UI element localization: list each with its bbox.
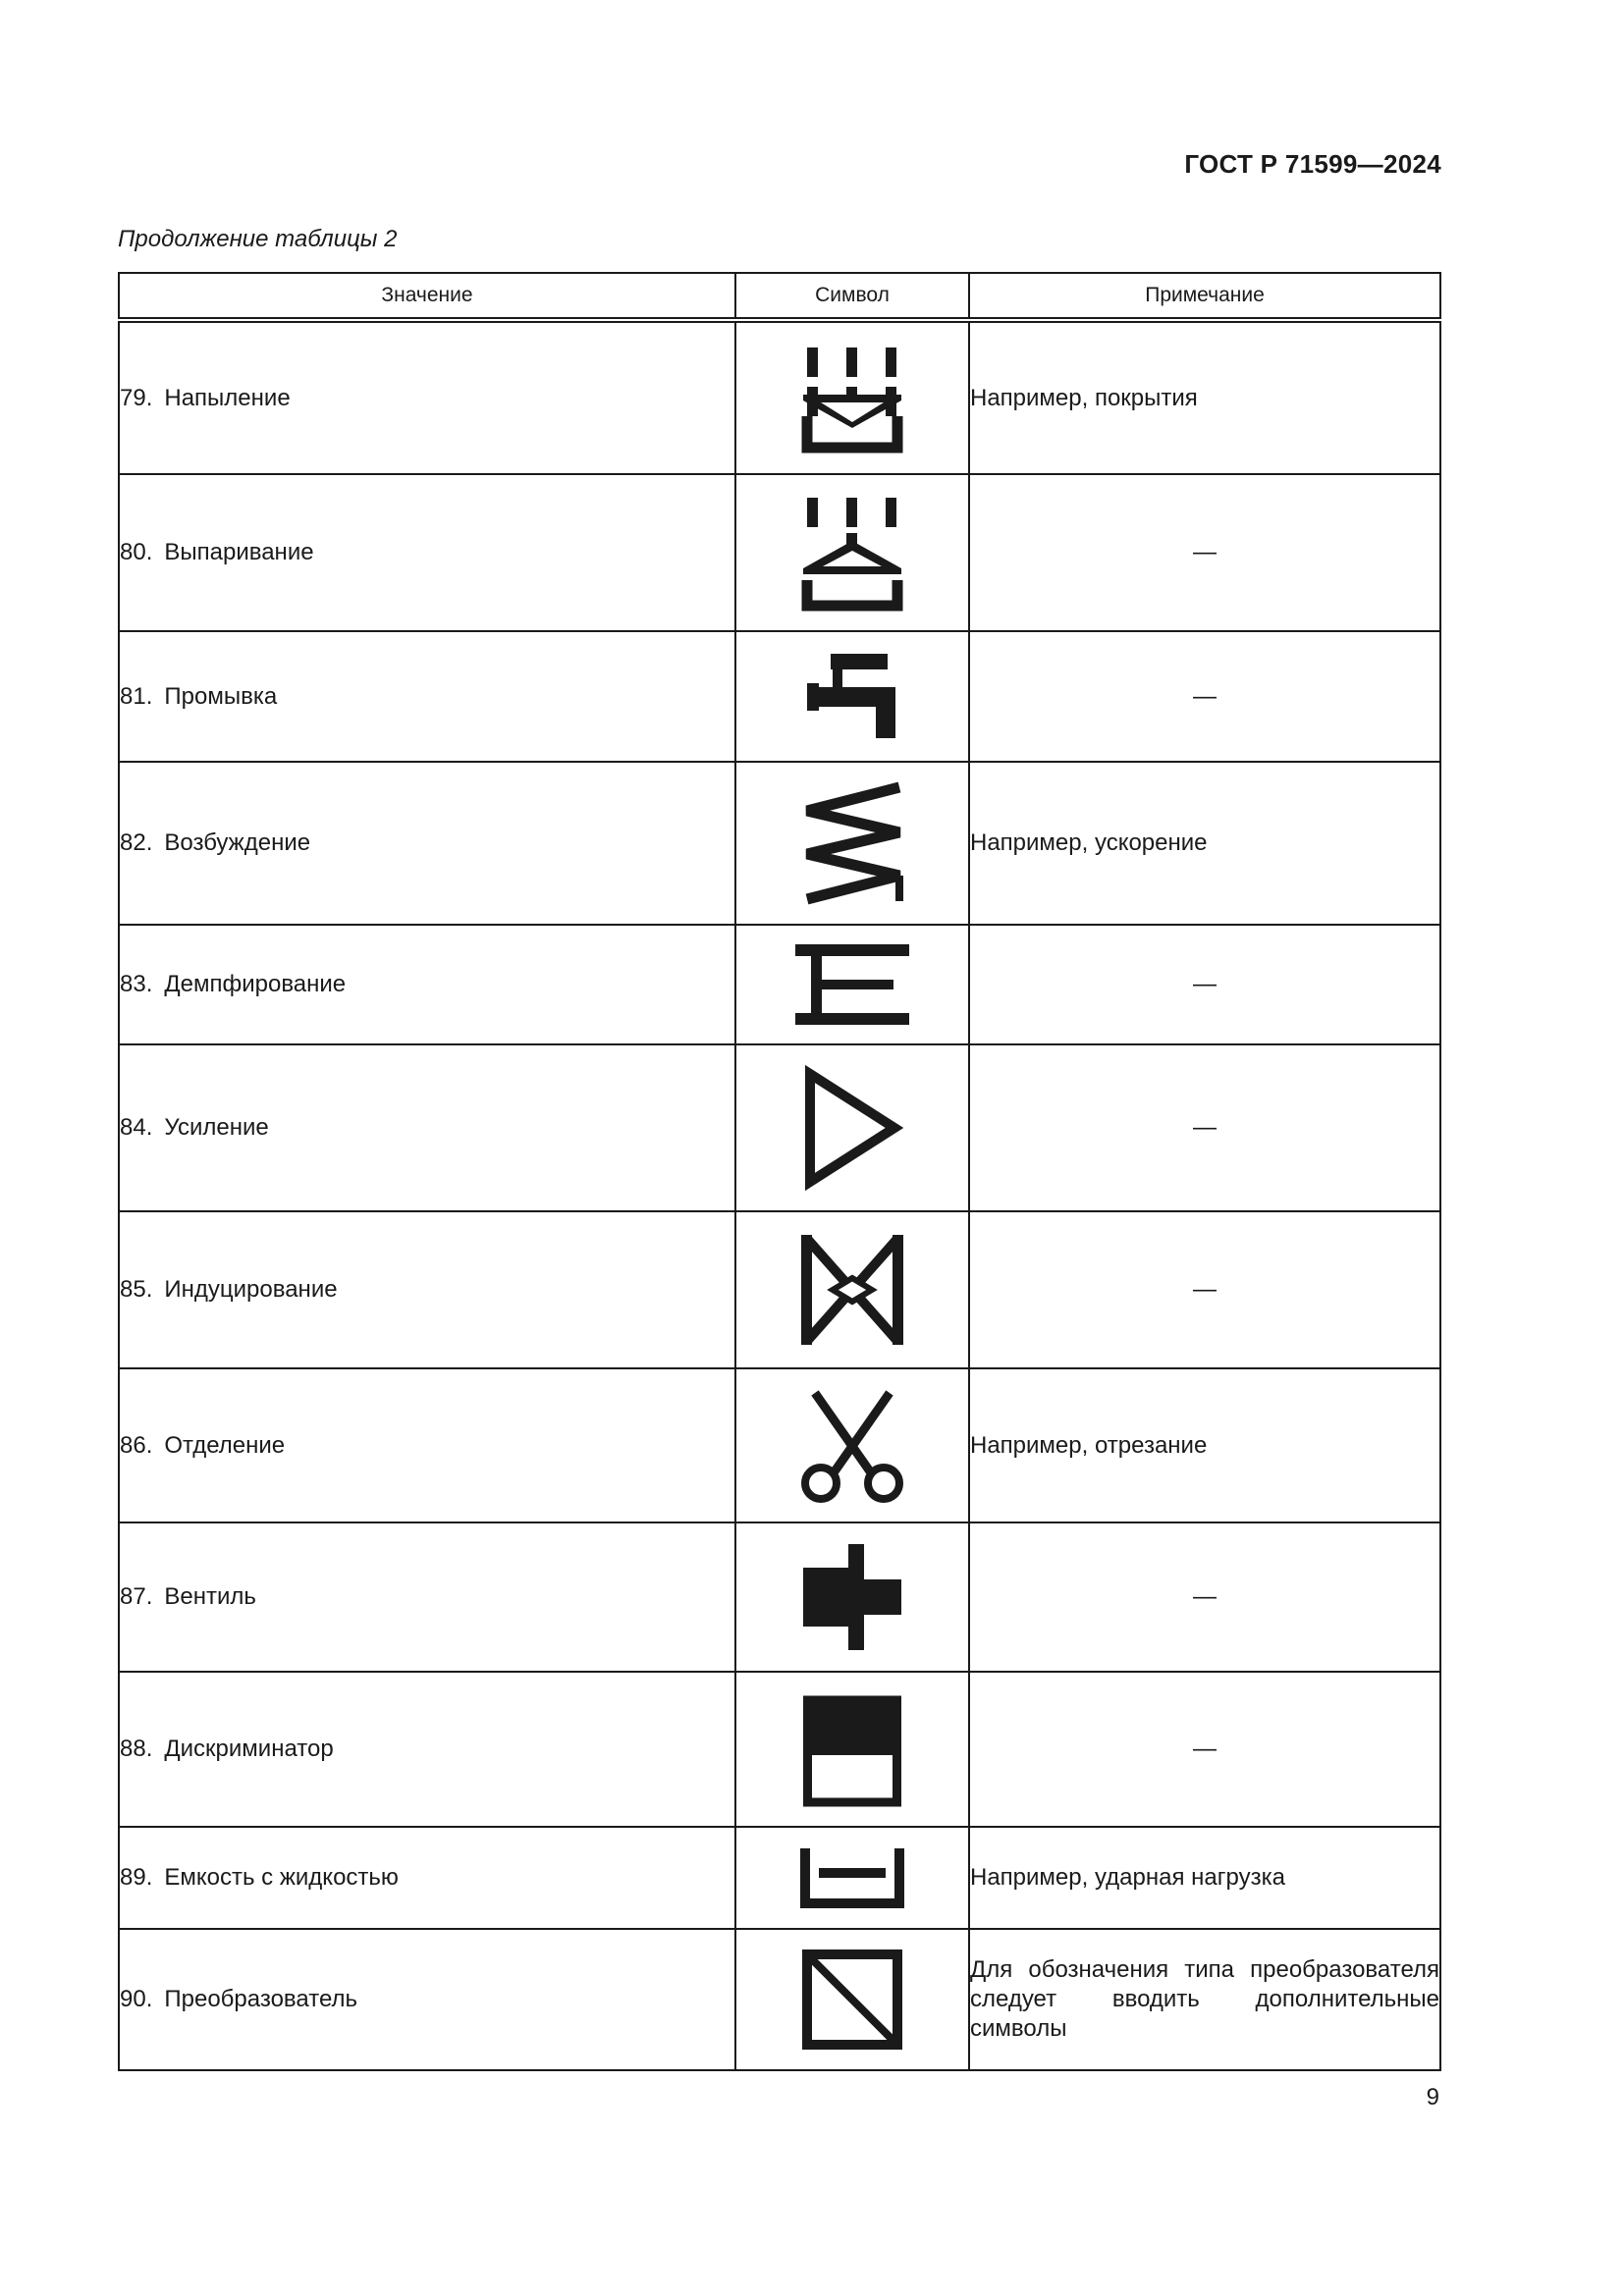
symbol-cell <box>735 631 969 762</box>
meaning-cell <box>119 1929 735 2070</box>
meaning-text: Возбуждение <box>164 829 311 856</box>
row-number: 90. <box>120 1986 153 2012</box>
amplification-triangle-icon <box>798 1064 906 1192</box>
meaning-text: Индуцирование <box>164 1276 338 1303</box>
meaning-cell <box>119 1368 735 1522</box>
symbols-table <box>118 272 1441 2071</box>
meaning-text: Демпфирование <box>164 971 347 997</box>
row-number: 85. <box>120 1276 153 1303</box>
valve-icon <box>793 1538 911 1656</box>
row-number: 88. <box>120 1735 153 1762</box>
symbol-cell <box>735 1522 969 1672</box>
meaning-cell <box>119 320 735 474</box>
note-cell: — <box>969 1211 1440 1368</box>
note-cell: Например, ударная нагрузка <box>969 1827 1440 1929</box>
meaning-text: Усиление <box>164 1114 269 1141</box>
meaning-text: Дискриминатор <box>164 1735 334 1762</box>
table-row <box>119 762 1440 925</box>
row-number: 82. <box>120 829 153 856</box>
meaning-text: Промывка <box>164 682 278 710</box>
spraying-icon <box>793 340 911 457</box>
inducing-bowtie-icon <box>793 1229 911 1351</box>
meaning-cell <box>119 925 735 1044</box>
table-row <box>119 1827 1440 1929</box>
discriminator-icon <box>795 1690 909 1808</box>
table-row <box>119 1672 1440 1827</box>
note-cell: — <box>969 474 1440 631</box>
note-cell: — <box>969 1522 1440 1672</box>
liquid-container-icon <box>795 1842 909 1913</box>
symbol-cell <box>735 474 969 631</box>
meaning-cell <box>119 1211 735 1368</box>
symbol-cell <box>735 1929 969 2070</box>
symbol-cell <box>735 762 969 925</box>
converter-icon <box>798 1946 906 2054</box>
note-cell: — <box>969 1044 1440 1211</box>
evaporation-icon <box>793 492 911 614</box>
meaning-text: Вентиль <box>164 1583 256 1610</box>
column-header-meaning: Значение <box>119 273 735 320</box>
table-row <box>119 1044 1440 1211</box>
row-number: 86. <box>120 1431 153 1459</box>
damping-icon <box>791 940 913 1029</box>
row-number: 80. <box>120 539 153 565</box>
note-cell: — <box>969 925 1440 1044</box>
meaning-text: Емкость с жидкостью <box>164 1864 399 1891</box>
table-row <box>119 1522 1440 1672</box>
symbol-cell <box>735 1211 969 1368</box>
symbol-cell <box>735 320 969 474</box>
note-cell: — <box>969 1672 1440 1827</box>
separation-scissors-icon <box>791 1385 913 1507</box>
symbol-cell <box>735 1044 969 1211</box>
column-header-note: Примечание <box>969 273 1440 320</box>
symbol-cell <box>735 925 969 1044</box>
row-number: 87. <box>120 1583 153 1610</box>
meaning-text: Преобразователь <box>164 1986 358 2012</box>
page-number: 9 <box>1426 2084 1439 2110</box>
table-header-row <box>119 273 1440 320</box>
symbol-cell <box>735 1368 969 1522</box>
note-cell: Например, отрезание <box>969 1368 1440 1522</box>
table-row <box>119 925 1440 1044</box>
meaning-cell <box>119 1672 735 1827</box>
note-cell: Для обозначения типа преобразователя следует вводить дополнительные символы <box>969 1929 1440 2070</box>
meaning-cell <box>119 1522 735 1672</box>
meaning-cell <box>119 762 735 925</box>
symbol-cell <box>735 1827 969 1929</box>
meaning-cell <box>119 1044 735 1211</box>
row-number: 89. <box>120 1864 153 1891</box>
table-row <box>119 631 1440 762</box>
meaning-cell <box>119 1827 735 1929</box>
meaning-text: Напыление <box>164 384 291 411</box>
row-number: 84. <box>120 1114 153 1141</box>
row-number: 83. <box>120 971 153 997</box>
table-row <box>119 1368 1440 1522</box>
note-cell: Например, покрытия <box>969 320 1440 474</box>
table-caption: Продолжение таблицы 2 <box>118 226 398 252</box>
table-row <box>119 1929 1440 2070</box>
note-cell: Например, ускорение <box>969 762 1440 925</box>
note-cell: — <box>969 631 1440 762</box>
rinsing-faucet-icon <box>793 648 911 746</box>
column-header-symbol: Символ <box>735 273 969 320</box>
table-row <box>119 474 1440 631</box>
symbol-cell <box>735 1672 969 1827</box>
row-number: 81. <box>120 682 153 710</box>
row-number: 79. <box>120 384 153 411</box>
meaning-cell <box>119 474 735 631</box>
meaning-text: Выпаривание <box>164 539 314 565</box>
table-row <box>119 1211 1440 1368</box>
meaning-cell <box>119 631 735 762</box>
excitation-zigzag-icon <box>793 779 911 907</box>
meaning-text: Отделение <box>164 1431 286 1459</box>
document-code: ГОСТ Р 71599—2024 <box>1184 149 1441 179</box>
table-row <box>119 320 1440 474</box>
